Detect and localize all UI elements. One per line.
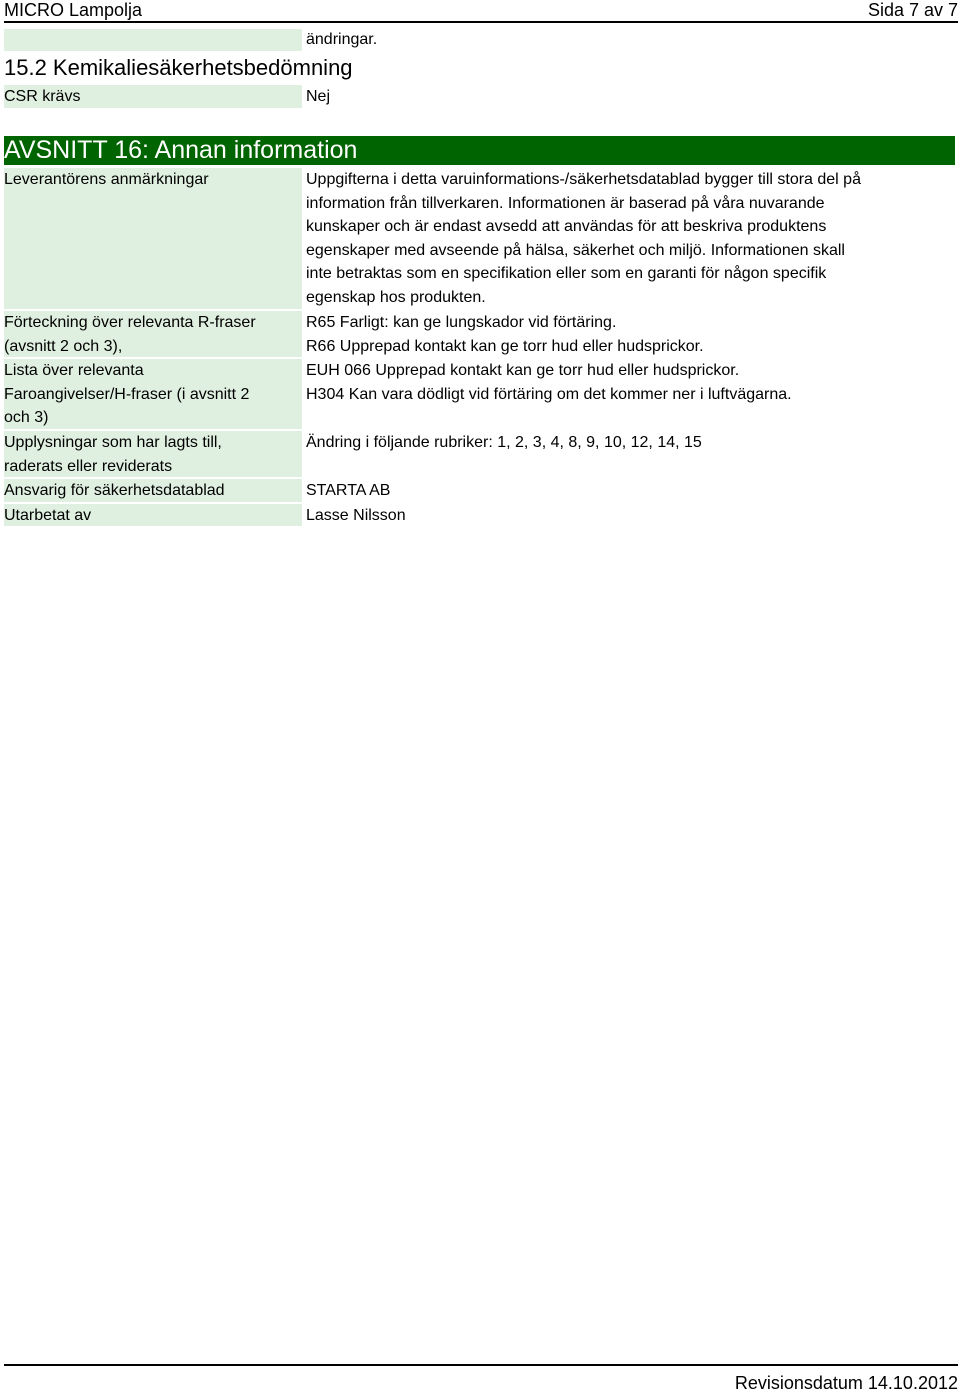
csr-label: CSR krävs — [4, 88, 81, 105]
r-phrases-label-line: (avsnitt 2 och 3), — [4, 337, 123, 355]
h-phrases-label-line: Lista över relevanta — [4, 362, 144, 379]
r-phrase-line: R66 Upprepad kontakt kan ge torr hud eller hudsprickor. — [306, 337, 704, 355]
supplier-remarks-line: kunskaper och är endast avsedd att användas för att beskriva produktens — [306, 218, 827, 235]
r-phrases-label-cell — [4, 311, 302, 357]
supplier-remarks-label-cell — [4, 168, 302, 309]
carryover-text: ändringar. — [306, 31, 378, 48]
header-rule — [4, 21, 958, 23]
supplier-remarks-line: egenskap hos produkten. — [306, 288, 486, 306]
supplier-remarks-value — [306, 168, 956, 309]
responsible-label: Ansvarig för säkerhetsdatablad — [4, 482, 225, 499]
r-phrases-label-line: Förteckning över relevanta R-fraser — [4, 314, 256, 331]
h-phrases-label-line: och 3) — [4, 409, 49, 426]
section-16-title: AVSNITT 16: Annan information — [4, 136, 358, 164]
changes-line: Ändring i följande rubriker: 1, 2, 3, 4, 8, 9, 10, 12, 14, 15 — [306, 434, 702, 451]
prepared-by-label: Utarbetat av — [4, 507, 92, 524]
supplier-remarks-line: egenskaper med avseende på hälsa, säkerhet och miljö. Informationen skall — [306, 241, 845, 259]
responsible-label-cell — [4, 479, 302, 502]
supplier-remarks-line: Uppgifterna i detta varuinformations-/säkerhetsdatablad bygger till stora del på — [306, 171, 861, 188]
prepared-by-label-cell — [4, 504, 302, 526]
csr-label-cell — [4, 85, 302, 108]
page-indicator: Sida 7 av 7 — [867, 0, 958, 20]
supplier-remarks-line: inte betraktas som en specifikation eller som en garanti för någon specifik — [306, 265, 827, 282]
h-phrase-line: H304 Kan vara dödligt vid förtäring om det kommer ner i luftvägarna. — [306, 385, 792, 403]
revision-date: Revisionsdatum 14.10.2012 — [734, 1373, 958, 1393]
h-phrases-label-line: Faroangivelser/H-fraser (i avsnitt 2 — [4, 385, 250, 403]
r-phrases-value — [306, 311, 956, 358]
h-phrase-line: EUH 066 Upprepad kontakt kan ge torr hud eller hudsprickor. — [306, 362, 740, 379]
footer-rule — [4, 1364, 958, 1366]
changes-label-line: raderats eller reviderats — [4, 457, 173, 475]
changes-label-cell — [4, 431, 302, 477]
changes-label-line: Upplysningar som har lagts till, — [4, 434, 222, 451]
section-15-2-heading: 15.2 Kemikaliesäkerhetsbedömning — [4, 55, 353, 80]
supplier-remarks-line: information från tillverkaren. Informationen är baserad på våra nuvarande — [306, 194, 825, 212]
r-phrase-line: R65 Farligt: kan ge lungskador vid förtäring. — [306, 314, 617, 331]
carryover-label-cell — [4, 29, 302, 51]
prepared-by-value: Lasse Nilsson — [306, 507, 406, 524]
h-phrases-value — [306, 359, 956, 406]
product-name: MICRO Lampolja — [4, 0, 143, 20]
supplier-remarks-label: Leverantörens anmärkningar — [4, 171, 209, 188]
responsible-value: STARTA AB — [306, 482, 391, 499]
csr-value: Nej — [306, 88, 331, 105]
changes-value — [306, 431, 956, 455]
h-phrases-label-cell — [4, 359, 302, 429]
